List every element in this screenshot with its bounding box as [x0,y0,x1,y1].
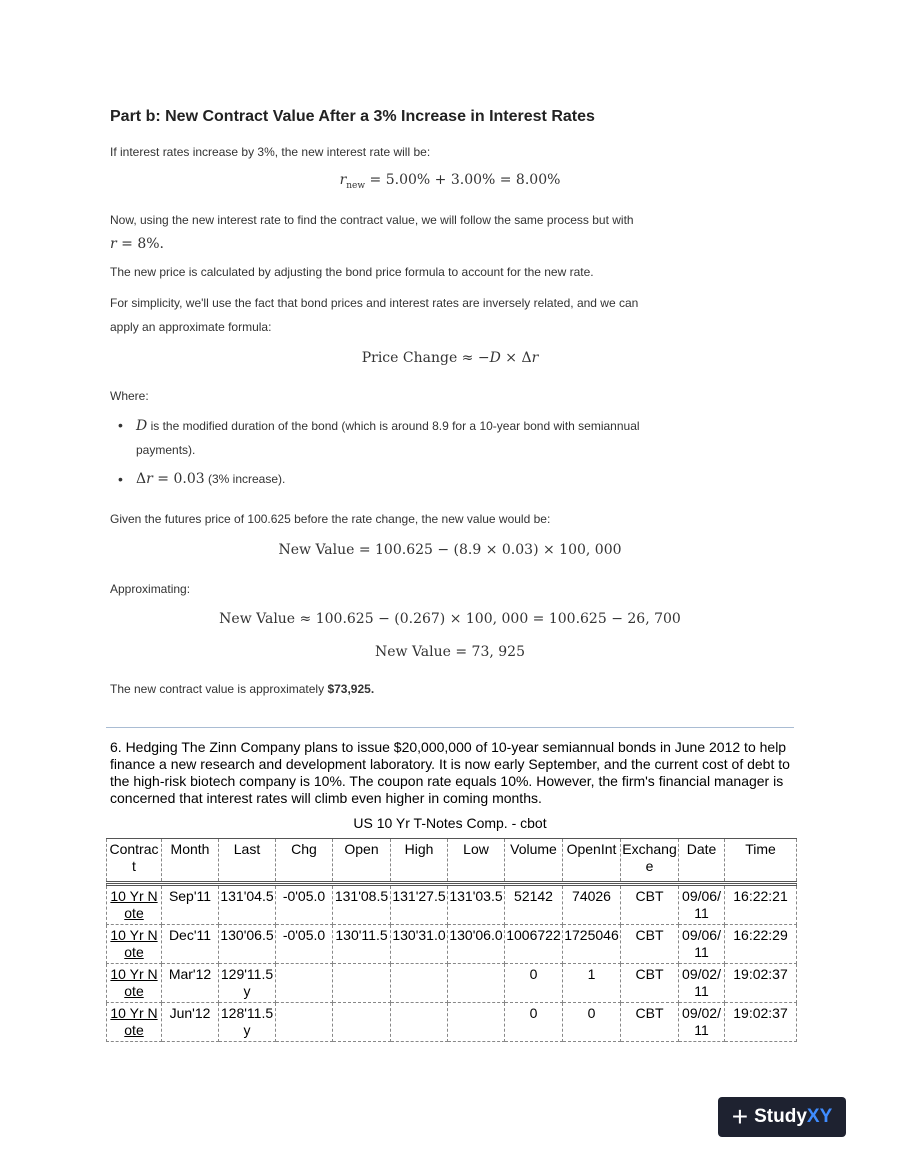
bullet-duration-text: is the modified duration of the bond (which is around 8.9 for a 10-year bond with semiannual [150,419,640,433]
bullet-dot: • [118,471,123,487]
table-cell: CBT [621,964,679,1003]
conclusion-value: $73,925. [327,682,375,696]
table-cell: 130'06.0 [448,925,505,964]
table-cell: 130'11.5 [333,925,391,964]
table-cell: 131'03.5 [448,886,505,925]
table-cell: 19:02:37 [725,1003,797,1042]
table-row [107,886,797,925]
table-cell: 09/02/11 [679,964,725,1003]
approximating-label: Approximating: [110,582,191,596]
table-header-row [107,839,797,883]
table-cell: 0 [505,1003,563,1042]
table-cell: 0 [563,1003,621,1042]
conclusion: The new contract value is approximately $73,925. [110,682,375,696]
bullet-dot: • [118,417,123,433]
table-cell: Mar'12 [162,964,219,1003]
col-header: Time [725,839,797,883]
paragraph-simplicity [110,291,730,339]
equation-price-change: Price Change ≈ −D × Δr [361,350,539,366]
table-cell: 16:22:29 [725,925,797,964]
col-header: Date [679,839,725,883]
table-cell: Dec'11 [162,925,219,964]
table-cell: Sep'11 [162,886,219,925]
bullet-duration-line2: payments). [136,443,196,457]
col-header: Chg [276,839,333,883]
col-header: Exchange [621,839,679,883]
table-cell: 09/02/11 [679,1003,725,1042]
equation-new-rate: $r_{new} = 5.00\% + 3.00\% = 8.00\%$ [339,172,561,191]
table-cell: CBT [621,925,679,964]
table-cell: 131'04.5 [219,886,276,925]
col-header: Last [219,839,276,883]
col-header: High [391,839,448,883]
bullet-duration: D is the modified duration of the bond (which is around 8.9 for a 10-year bond with semiannual payments). [136,418,640,457]
table-cell [276,964,333,1003]
table-cell: 16:22:21 [725,886,797,925]
paragraph-futures-price: Given the futures price of 100.625 before the rate change, the new value would be: [110,512,551,526]
table-cell: 09/06/11 [679,925,725,964]
contract-link[interactable]: 10 Yr Note [107,964,162,1003]
table-cell: -0'05.0 [276,925,333,964]
equation-new-value: New Value = 100.625 − (8.9 × 0.03) × 100, 000 [278,542,622,558]
contract-link[interactable]: 10 Yr Note [107,925,162,964]
table-cell: 128'11.5y [219,1003,276,1042]
table-cell: 131'27.5 [391,886,448,925]
paragraph-process [110,208,730,256]
quotes-table [106,838,797,1042]
paragraph-process-line1: Now, using the new interest rate to find the contract value, we will follow the same process but with [110,213,634,227]
table-cell: CBT [621,886,679,925]
table-cell: 0 [505,964,563,1003]
paragraph-simplicity-line1: For simplicity, we'll use the fact that bond prices and interest rates are inversely related, and we can [110,296,639,310]
table-cell: 130'31.0 [391,925,448,964]
table-cell: 131'08.5 [333,886,391,925]
table-cell: -0'05.0 [276,886,333,925]
table-cell [448,964,505,1003]
table-cell: 09/06/11 [679,886,725,925]
col-header: Open [333,839,391,883]
table-row [107,925,797,964]
table-cell: CBT [621,1003,679,1042]
studyxy-logo [718,1097,846,1137]
table-cell: 19:02:37 [725,964,797,1003]
table-cell [391,964,448,1003]
equation-approx: New Value ≈ 100.625 − (0.267) × 100, 000 = 100.625 − 26, 700 [219,611,681,627]
table-cell: 52142 [505,886,563,925]
table-cell [448,1003,505,1042]
table-cell: Jun'12 [162,1003,219,1042]
table-cell: 1725046 [563,925,621,964]
table-caption: US 10 Yr T-Notes Comp. - cbot [353,815,547,831]
table-cell: 1006722 [505,925,563,964]
brand-name: StudyXY [754,1106,833,1127]
table-cell: 129'11.5y [219,964,276,1003]
table-cell [391,1003,448,1042]
table-cell [333,964,391,1003]
paragraph-new-price: The new price is calculated by adjusting the bond price formula to account for the new rate. [110,265,594,279]
where-label: Where: [110,389,149,403]
bullet-delta-r: Δr = 0.03 (3% increase). [136,471,286,487]
col-header: Contract [107,839,162,883]
col-header: OpenInt [563,839,621,883]
table-cell [276,1003,333,1042]
equation-result: New Value = 73, 925 [375,644,525,660]
table-cell: 130'06.5 [219,925,276,964]
table-cell: 74026 [563,886,621,925]
contract-link[interactable]: 10 Yr Note [107,886,162,925]
paragraph-intro: If interest rates increase by 3%, the new interest rate will be: [110,145,431,159]
table-cell: 1 [563,964,621,1003]
section-divider [106,727,794,728]
question-6-text: 6. Hedging The Zinn Company plans to issue $20,000,000 of 10-year semiannual bonds in June 2012 to help finance a new research and development laboratory. It is now early September, and the current cost of debt to the high-risk biotech company is 10%. The coupon rate equals 10%. However, the firm's financial manager is concerned that interest rates will climb even higher in coming months. [110,739,790,806]
table-row [107,1003,797,1042]
plus-icon: + [731,1101,749,1132]
contract-link[interactable]: 10 Yr Note [107,1003,162,1042]
col-header: Volume [505,839,563,883]
col-header: Month [162,839,219,883]
rate-value: r = 8%. [110,236,164,252]
section-title: Part b: New Contract Value After a 3% Increase in Interest Rates [110,108,595,125]
col-header: Low [448,839,505,883]
paragraph-simplicity-line2: apply an approximate formula: [110,320,272,334]
table-cell [333,1003,391,1042]
table-row [107,964,797,1003]
